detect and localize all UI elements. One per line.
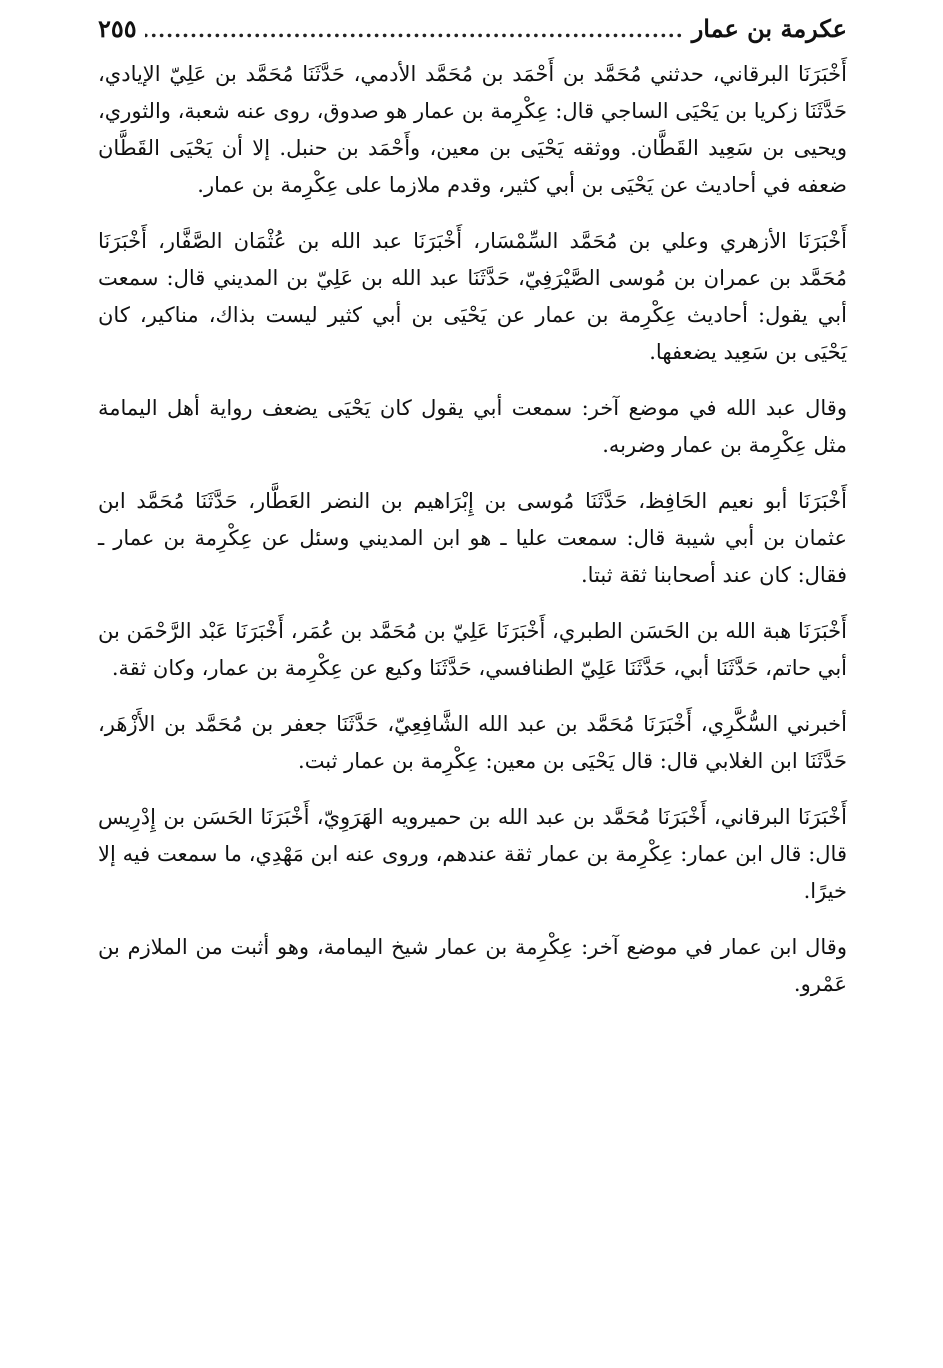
paragraph: أَخْبَرَنَا هبة الله بن الحَسَن الطبري، أَخْبَرَنَا عَلِيّ بن مُحَمَّد بن عُمَر، أَخْبَرَنَا عَبْد الرَّحْمَن بن أبي حاتم، حَدَّثَنَا أبي، حَدَّثَنَا عَلِيّ الطنافسي، حَدَّثَنَا وكيع عن عِكْرِمة بن عمار، وكان ثقة. <box>98 619 847 680</box>
paragraph: أخبرني السُّكَّرِي، أَخْبَرَنَا مُحَمَّد بن عبد الله الشَّافِعِيّ، حَدَّثَنَا جعفر بن مُحَمَّد بن الأَزْهَر، حَدَّثَنَا ابن الغلابي قال: قال يَحْيَى بن معين: عِكْرِمة بن عمار ثبت. <box>98 712 847 773</box>
running-header-title: عكرمة بن عمار <box>691 14 847 43</box>
dot-leader <box>145 15 684 45</box>
paragraph: أَخْبَرَنَا أبو نعيم الحَافِظ، حَدَّثَنَا مُوسى بن إِبْرَاهيم بن النضر العَطَّار، حَدَّثَنَا مُحَمَّد ابن عثمان بن أبي شيبة قال: سمعت عليا ـ هو ابن المديني وسئل عن عِكْرِمة بن عمار ـ فقال: كان عند أصحابنا ثقة ثبتا. <box>98 489 848 587</box>
paragraph: وقال عبد الله في موضع آخر: سمعت أبي يقول كان يَحْيَى يضعف رواية أهل اليمامة مثل عِكْرِمة بن عمار وضربه. <box>98 396 847 457</box>
page-number: ٢٥٥ <box>98 14 137 43</box>
running-header <box>98 14 847 48</box>
paragraph: أَخْبَرَنَا البرقاني، حدثني مُحَمَّد بن أَحْمَد بن مُحَمَّد الأدمي، حَدَّثَنَا مُحَمَّد بن عَلِيّ الإيادي، حَدَّثَنَا زكريا بن يَحْيَى الساجي قال: عِكْرِمة بن عمار هو صدوق، روى عنه شعبة، والثوري، ويحيى بن سَعِيد القَطَّان. ووثقه يَحْيَى بن معين، وأَحْمَد بن حنبل. إلا أن يَحْيَى القَطَّان ضعفه في أحاديث عن يَحْيَى بن أبي كثير، وقدم ملازما على عِكْرِمة بن عمار. <box>98 62 847 197</box>
paragraph: وقال ابن عمار في موضع آخر: عِكْرِمة بن عمار شيخ اليمامة، وهو أثبت من الملازم بن عَمْرو. <box>98 935 847 996</box>
paragraph: أَخْبَرَنَا البرقاني، أَخْبَرَنَا مُحَمَّد بن عبد الله بن حميرويه الهَرَوِيّ، أَخْبَرَنَا الحَسَن بن إِدْرِيس قال: قال ابن عمار: عِكْرِمة بن عمار ثقة عندهم، وروى عنه ابن مَهْدِي، ما سمعت فيه إلا خيرًا. <box>98 805 847 903</box>
page-body <box>98 56 847 1003</box>
paragraph: أَخْبَرَنَا الأزهري وعلي بن مُحَمَّد السِّمْسَار، أَخْبَرَنَا عبد الله بن عُثْمَان الصَّفَّار، أَخْبَرَنَا مُحَمَّد بن عمران بن مُوسى الصَّيْرَفِيّ، حَدَّثَنَا عبد الله بن عَلِيّ بن المديني قال: سمعت أبي يقول: أحاديث عِكْرِمة بن عمار عن يَحْيَى بن أبي كثير ليست بذاك، مناكير، كان يَحْيَى بن سَعِيد يضعفها. <box>98 229 847 364</box>
